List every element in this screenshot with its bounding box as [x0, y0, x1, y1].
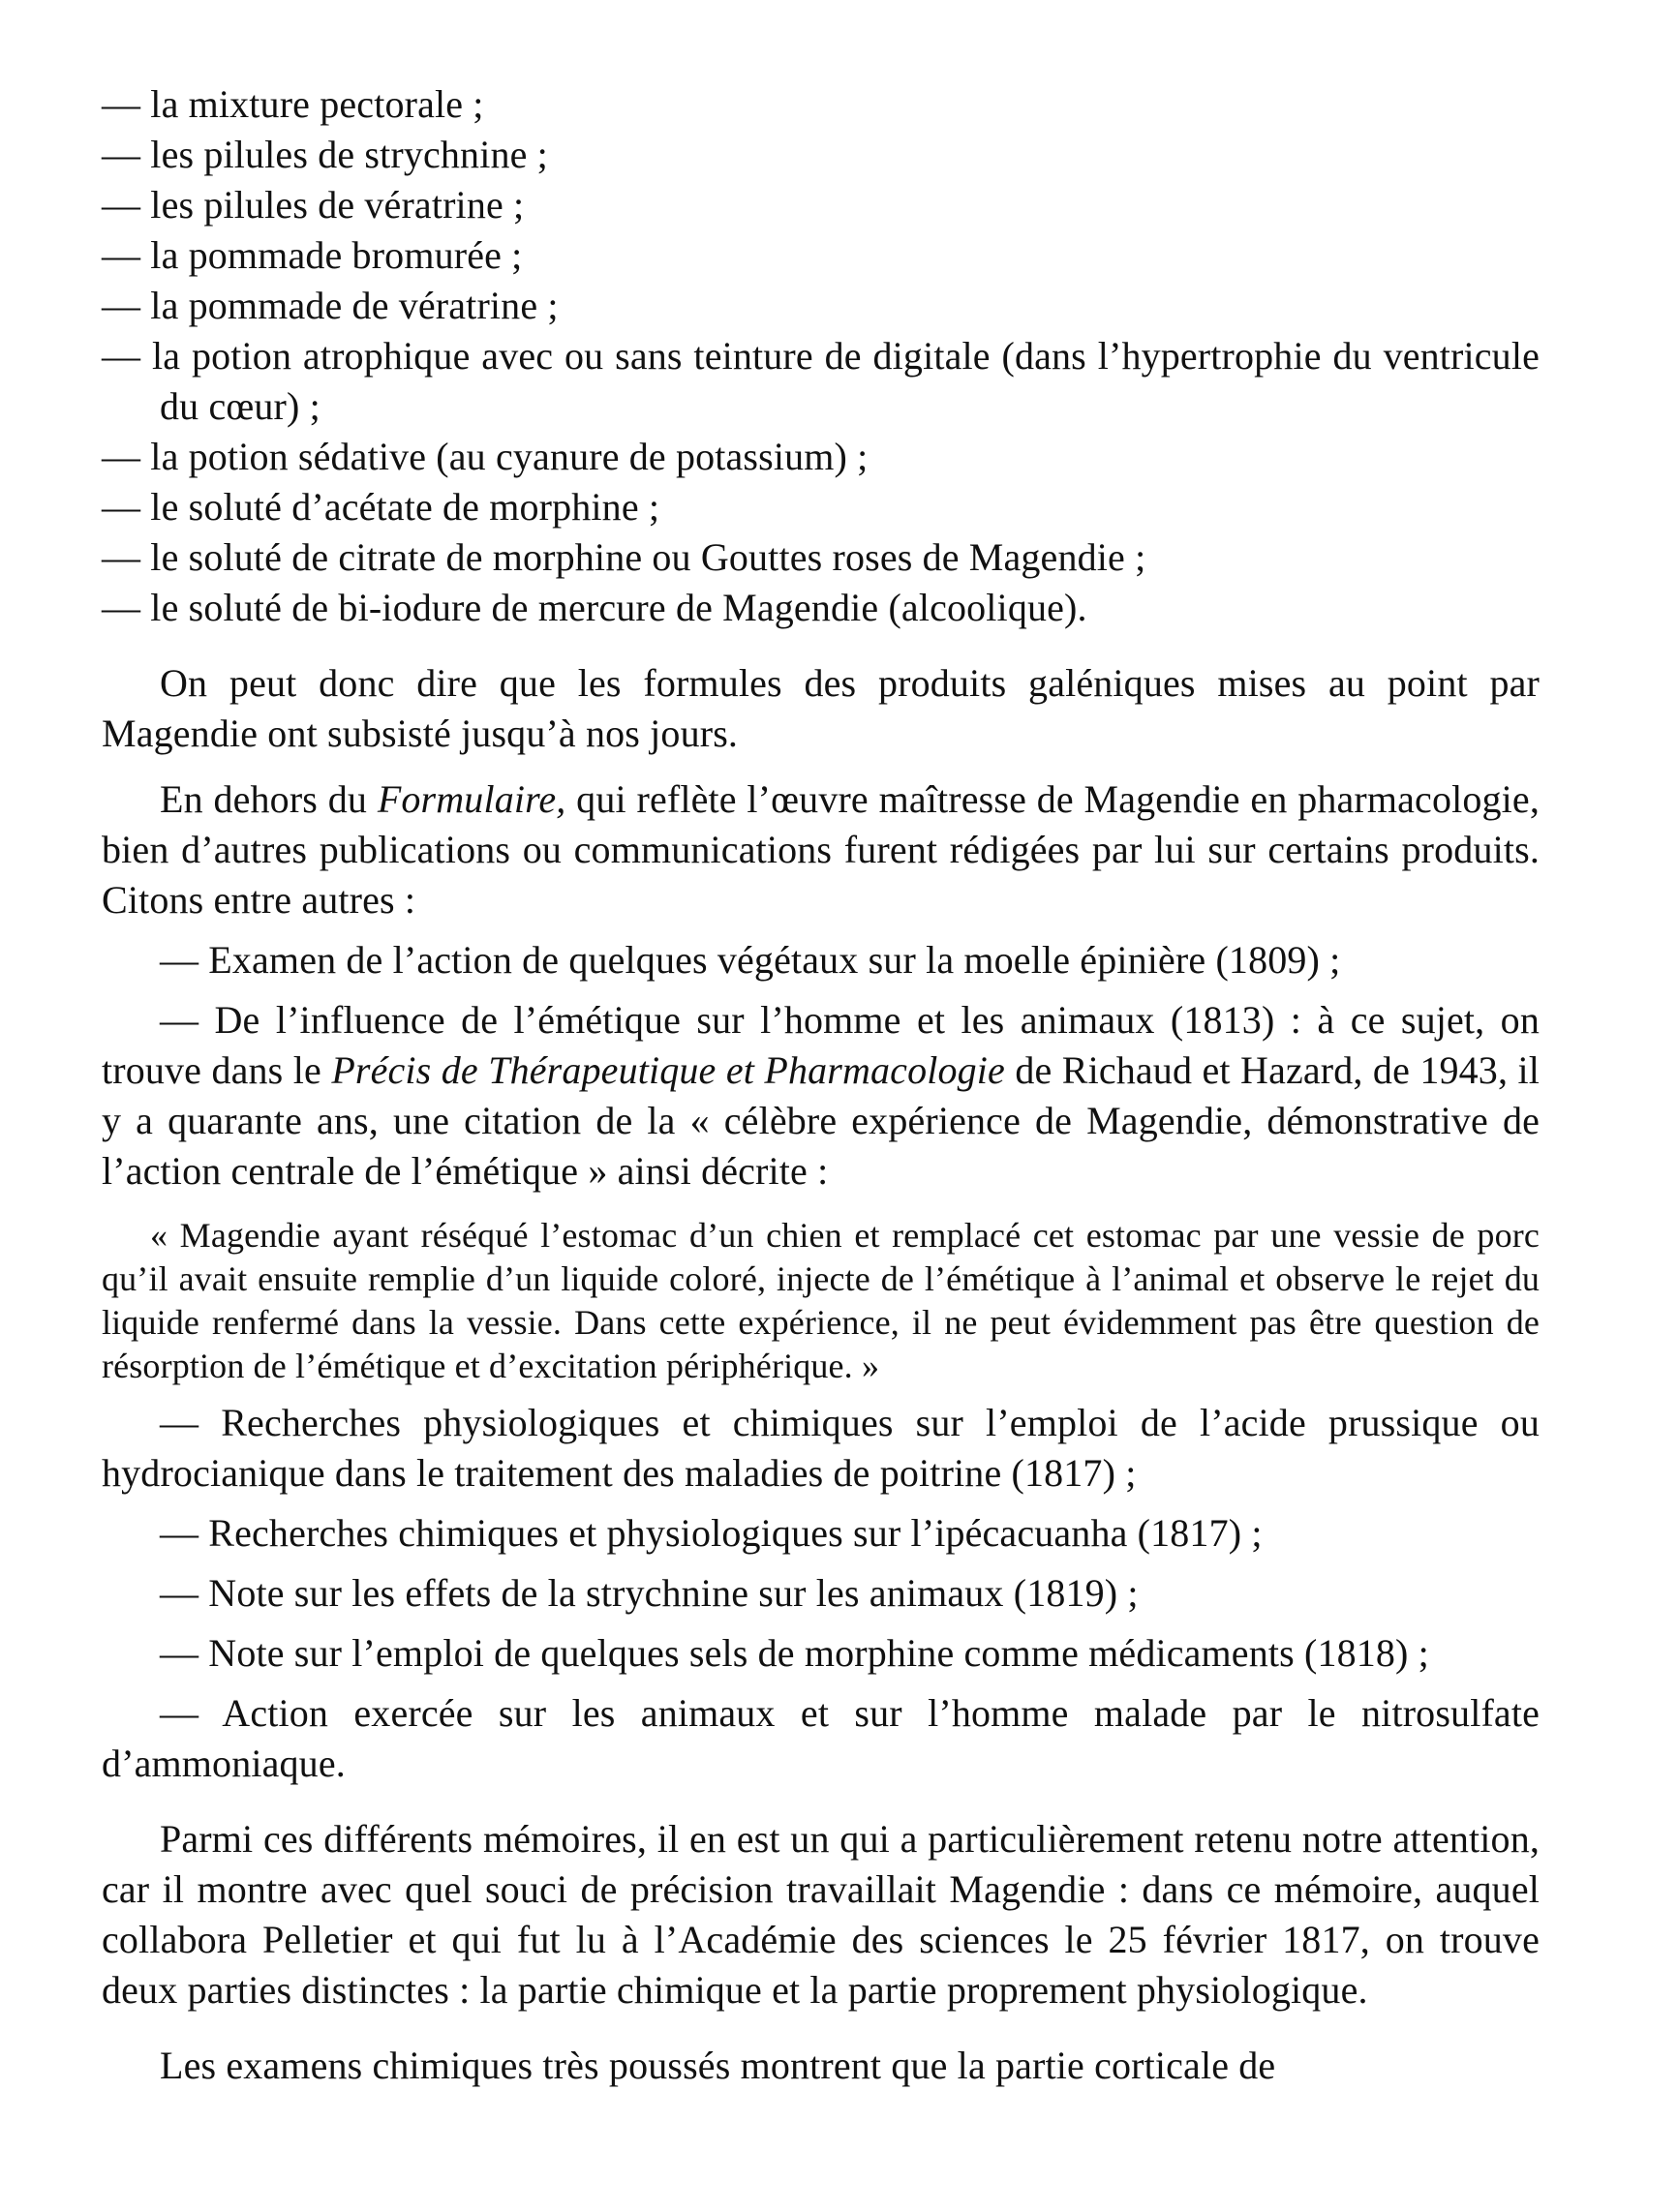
list-item: — le soluté de citrate de morphine ou Gouttes roses de Magendie ;: [102, 535, 1146, 579]
italic-title: Formulaire,: [377, 777, 566, 821]
publication-item: — Recherches physiologiques et chimiques sur l’emploi de l’acide prussique ou hydrocianique dans le traitement des maladies de poitrine (1817) ;: [102, 1401, 1540, 1495]
paragraph-memoir: Parmi ces différents mémoires, il en est un qui a particulièrement retenu notre attention, car il montre avec quel souci de précision travaillait Magendie : dans ce mémoire, auquel collabora Pelletier et qui fut lu à l’Académie des sciences le 25 février 1817, on trouve deux parties distinctes : la partie chimique et la partie proprement physiologique.: [102, 1817, 1540, 2012]
list-item: — la pommade de vératrine ;: [102, 284, 559, 327]
list-item: — la potion atrophique avec ou sans teinture de digitale (dans l’hypertrophie du ventricule du cœur) ;: [102, 334, 1540, 428]
paragraph-conclusion: On peut donc dire que les formules des produits galéniques mises au point par Magendie ont subsisté jusqu’à nos jours.: [102, 661, 1540, 755]
italic-title: Précis de Thérapeutique et Pharmacologie: [331, 1048, 1005, 1092]
publication-item: — Examen de l’action de quelques végétaux sur la moelle épinière (1809) ;: [160, 938, 1341, 982]
paragraph-text: qui reflète l’œuvre maîtresse de Magendie en pharmacologie, bien d’autres publications ou communications furent rédigées par lui sur certains produits. Citons entre autres :: [102, 777, 1540, 922]
list-item: — la pommade bromurée ;: [102, 233, 523, 277]
body-text: [102, 79, 1540, 2091]
paragraph-text: — De l’influence de l’émétique sur l’homme et les animaux (1813) : à ce sujet, on trouve dans le: [102, 998, 1540, 1092]
list-item: — les pilules de vératrine ;: [102, 183, 525, 227]
publication-item: — Action exercée sur les animaux et sur l’homme malade par le nitrosulfate d’ammoniaque.: [102, 1691, 1540, 1785]
list-item: — la potion sédative (au cyanure de potassium) ;: [102, 435, 869, 478]
block-quote: « Magendie ayant réséqué l’estomac d’un chien et remplacé cet estomac par une vessie de porc qu’il avait ensuite remplie d’un liquide coloré, injecte de l’émétique à l’animal et observe le rejet du liquide renfermé dans la vessie. Dans cette expérience, il ne peut évidemment pas être question de résorption de l’émétique et d’excitation périphérique. »: [102, 1216, 1540, 1385]
publication-item: [102, 995, 1540, 1197]
publication-item: — Recherches chimiques et physiologiques sur l’ipécacuanha (1817) ;: [160, 1511, 1263, 1555]
list-item: — la mixture pectorale ;: [102, 82, 484, 126]
publication-item: — Note sur les effets de la strychnine sur les animaux (1819) ;: [160, 1571, 1139, 1615]
list-item: — le soluté d’acétate de morphine ;: [102, 485, 660, 529]
paragraph-text: de Richaud et Hazard, de 1943, il y a quarante ans, une citation de la « célèbre expérience de Magendie, démonstrative de l’action centrale de l’émétique » ainsi décrite :: [102, 1048, 1541, 1193]
list-item: — les pilules de strychnine ;: [102, 133, 548, 176]
paragraph-text: En dehors du: [160, 777, 378, 821]
publication-item: — Note sur l’emploi de quelques sels de morphine comme médicaments (1818) ;: [160, 1631, 1429, 1675]
list-item: — le soluté de bi-iodure de mercure de Magendie (alcoolique).: [102, 586, 1087, 629]
paragraph-publications-intro: [102, 774, 1540, 925]
paragraph-chemical-exams: Les examens chimiques très poussés montrent que la partie corticale de: [160, 2044, 1276, 2087]
